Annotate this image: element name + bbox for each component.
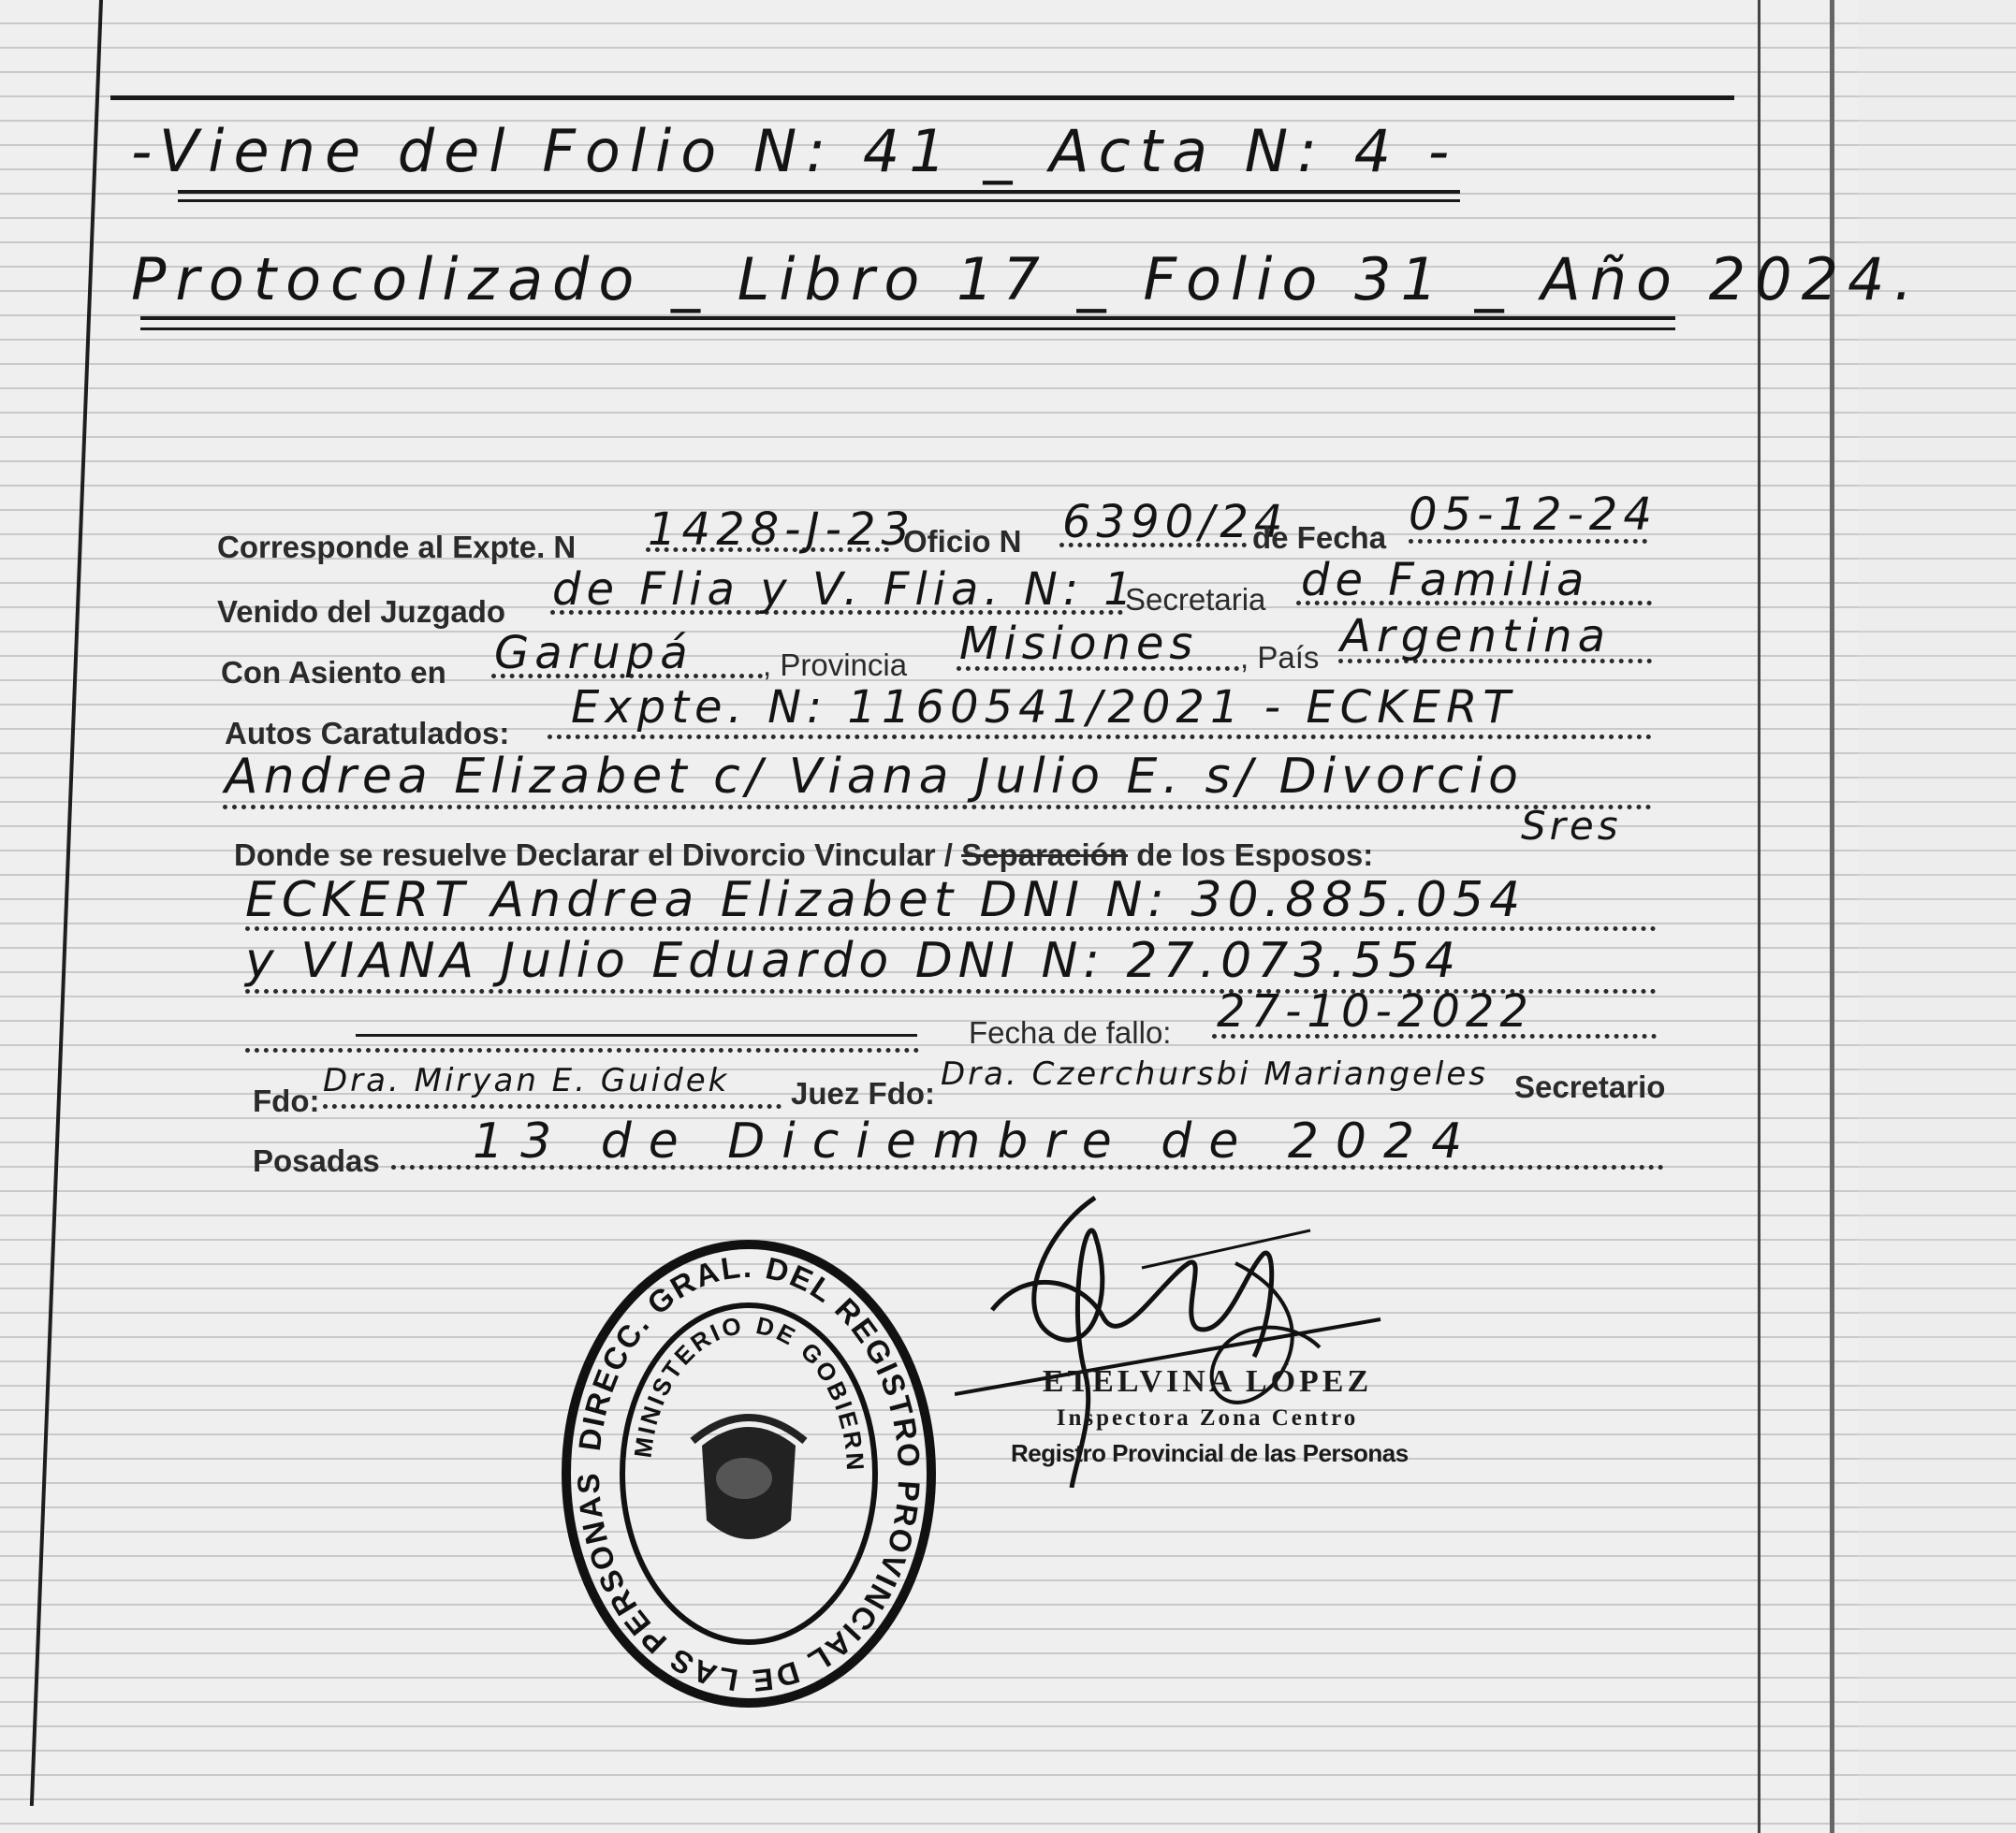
oficio-value: 6390/24	[1062, 496, 1289, 548]
provincia-label: , Provincia	[763, 647, 908, 682]
fill-rule	[356, 1034, 917, 1037]
asiento-value: Garupá	[494, 627, 694, 679]
seal-outer-text: DIRECC. GRAL. DEL REGISTRO PROVINCIAL DE LAS PERSONAS	[570, 1248, 928, 1699]
autos-value-2: Andrea Elizabet c/ Viana Julio E. s/ Divorcio	[225, 749, 1524, 805]
juez-label: Juez Fdo:	[791, 1076, 935, 1111]
dotted-fill-line	[223, 805, 1652, 809]
venido-label: Venido del Juzgado	[217, 594, 506, 629]
fallo-value: 27-10-2022	[1217, 985, 1534, 1038]
resuelve-label-text: Donde se resuelve Declarar el Divorcio Vincular /	[234, 837, 953, 872]
resuelve-hand: Sres	[1521, 803, 1622, 849]
header-underline-1b	[178, 199, 1460, 202]
signature-block	[955, 1179, 1409, 1488]
fecha-label: de Fecha	[1252, 520, 1387, 555]
margin-line	[30, 0, 103, 1806]
fdo-label: Fdo:	[253, 1084, 320, 1118]
header-line-1: -Viene del Folio N: 41 _ Acta N: 4 -	[131, 117, 1459, 185]
dotted-fill-line	[323, 1104, 782, 1109]
pais-value: Argentina	[1340, 610, 1611, 662]
autos-value-1: Expte. N: 1160541/2021 - ECKERT	[571, 681, 1516, 734]
secretaria-value: de Familia	[1301, 554, 1590, 606]
header-underline-2b	[140, 327, 1675, 330]
secretaria-label: Secretaria	[1125, 582, 1266, 617]
oficio-label: Oficio N	[903, 524, 1022, 559]
fdo-juez-value: Dra. Miryan E. Guidek	[323, 1062, 730, 1099]
signatory-name: ETELVINA LÓPEZ	[1042, 1364, 1373, 1399]
header-underline-1	[178, 190, 1460, 194]
asiento-label: Con Asiento en	[221, 655, 446, 690]
posadas-label: Posadas	[253, 1143, 380, 1178]
dotted-fill-line	[548, 735, 1652, 739]
pais-label: , País	[1240, 640, 1320, 675]
coat-of-arms-icon	[693, 1418, 805, 1539]
signatory-office: Registro Provincial de las Personas	[1011, 1439, 1409, 1467]
fallo-label: Fecha de fallo:	[969, 1015, 1172, 1050]
resuelve-label	[234, 837, 1373, 873]
seal-graphic	[562, 1240, 936, 1708]
official-seal	[562, 1240, 936, 1708]
esposos-line-1: ECKERT Andrea Elizabet DNI N: 30.885.054	[245, 872, 1527, 928]
resuelve-struck-text: Separación	[961, 837, 1129, 872]
secretario-label: Secretario	[1514, 1069, 1666, 1104]
header-line-2: Protocolizado _ Libro 17 _ Folio 31 _ Año 2024.	[131, 245, 1922, 313]
seal-inner-text: MINISTERIO DE GOBIERN	[628, 1310, 870, 1474]
resuelve-label-end: de los Esposos:	[1136, 837, 1374, 872]
posadas-value: 13 de Diciembre de 2024	[473, 1113, 1480, 1170]
expediente-value: 1428-J-23	[648, 503, 916, 556]
expediente-label: Corresponde al Expte. N	[217, 530, 577, 564]
dotted-fill-line	[245, 1048, 919, 1053]
autos-label: Autos Caratulados:	[225, 716, 510, 750]
top-rule	[110, 95, 1734, 100]
venido-value: de Flia y V. Flia. N: 1	[552, 563, 1138, 616]
signatory-title: Inspectora Zona Centro	[1056, 1405, 1359, 1431]
fecha-value: 05-12-24	[1409, 488, 1658, 541]
provincia-value: Misiones	[959, 618, 1199, 670]
esposos-line-2: y VIANA Julio Eduardo DNI N: 27.073.554	[245, 933, 1462, 989]
fdo-secretario-value: Dra. Czerchursbi Mariangeles	[941, 1055, 1488, 1093]
header-underline-2	[140, 316, 1675, 320]
